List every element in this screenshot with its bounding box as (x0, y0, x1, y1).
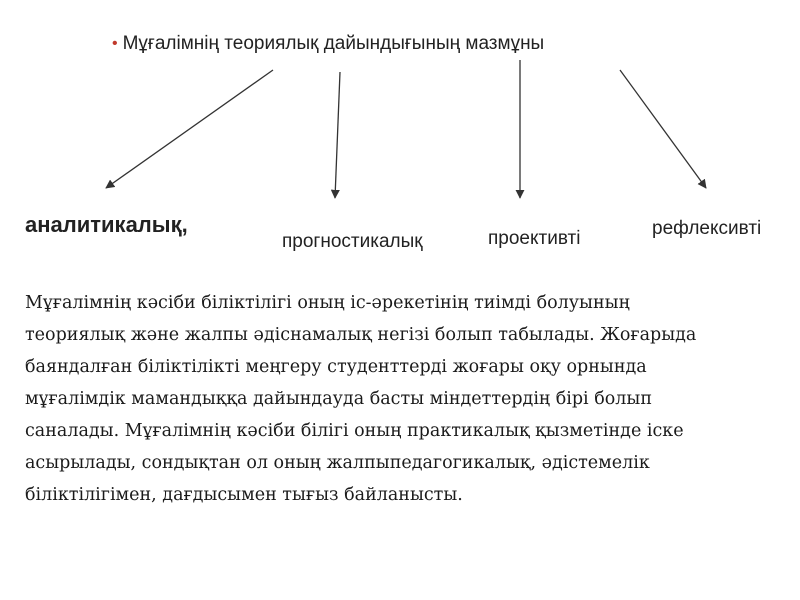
arrow-to-reflex (620, 70, 706, 188)
bullet-icon: • (112, 35, 118, 52)
body-text (25, 287, 735, 511)
branch-prognostic: прогностикалық (282, 231, 423, 252)
arrow-to-prognostic (335, 72, 340, 198)
body-paragraph: Мұғалімнің кәсіби біліктілігі оның іс-әрекетінің тиімді болуының теориялық және жалпы әдіснамалық негізі болып табылады. Жоғарыда баяндалған біліктілікті меңгеру студенттерді жоғары оқу орнында мұғалімдік мамандыққа дайындауда басты міндеттердің бірі болып саналады. Мұғалімнің кәсіби білігі оның практикалық қызметінде іске асырылады, сондықтан ол оның жалпыпедагогикалық, әдістемелік біліктілігімен, дағдысымен тығыз байланысты. (25, 293, 697, 505)
branch-projective: проективті (488, 228, 581, 249)
branch-analytic: аналитикалық, (25, 212, 188, 237)
arrow-to-analytic (106, 70, 273, 188)
diagram-title: Мұғалімнің теориялық дайындығының мазмұны (122, 33, 545, 54)
branch-reflexive: рефлексивті (652, 218, 762, 239)
